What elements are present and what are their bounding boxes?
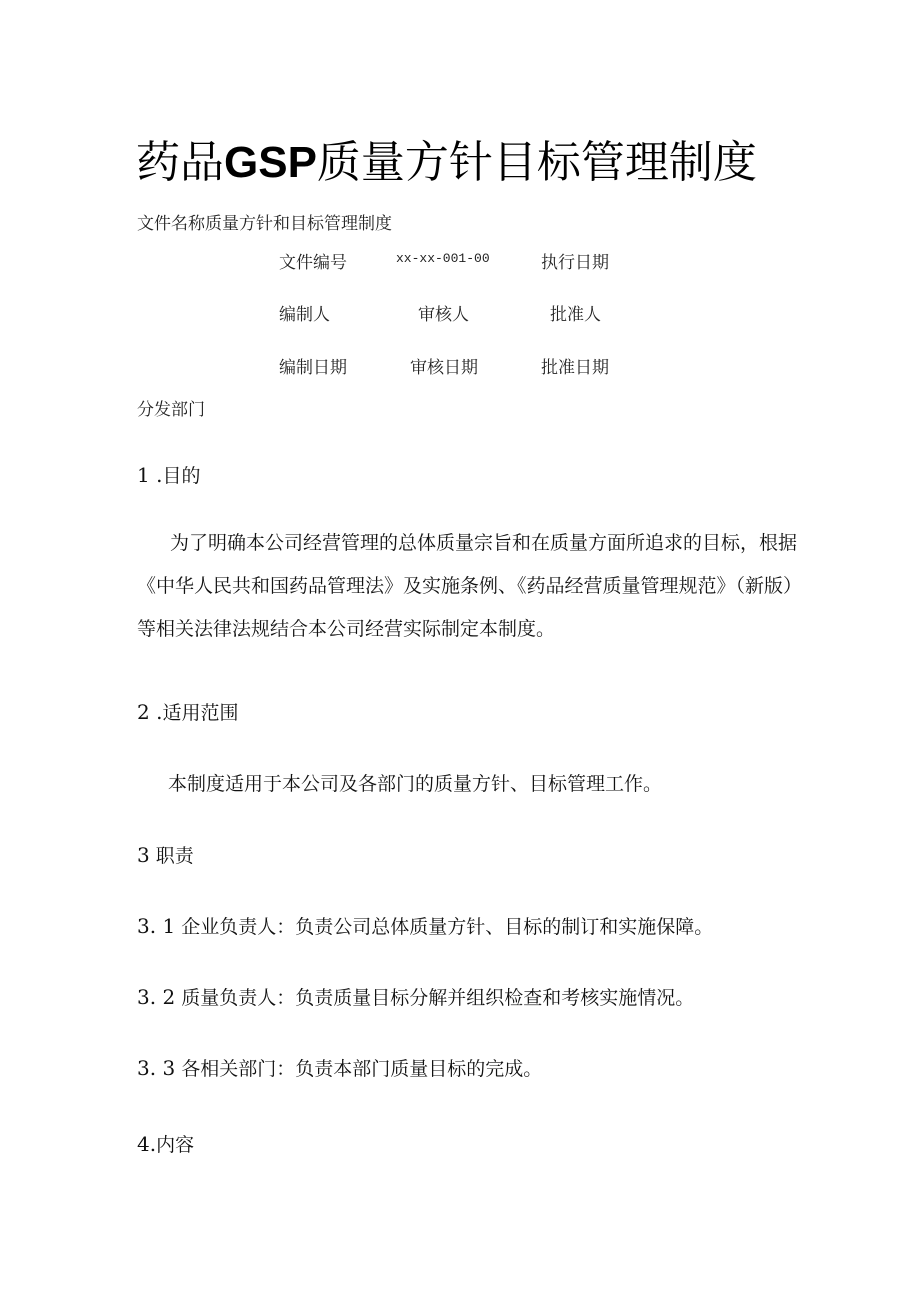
section-3-1 (137, 912, 713, 939)
section-3-2-number: 3. 2 (137, 985, 176, 1009)
distribution-label: 分发部门 (137, 400, 205, 420)
section-2-number: 2 . (137, 700, 163, 724)
approve-date-label: 批准日期 (541, 358, 609, 378)
section-3-title: 职责 (155, 845, 194, 867)
review-date-label: 审核日期 (410, 358, 478, 378)
section-1-paragraph: 为了明确本公司经营管理的总体质量宗旨和在质量方面所追求的目标，根据《中华人民共和国药品管理法》及实施条例、《药品经营质量管理规范》（新版）等相关法律法规结合本公司经营实际制定本制度。 (137, 532, 798, 640)
section-3-heading (137, 841, 194, 868)
section-2-title: 适用范围 (162, 702, 239, 724)
author-date-label: 编制日期 (279, 358, 347, 378)
document-title (136, 126, 757, 190)
section-1-heading (137, 461, 200, 488)
file-no-value: xx-xx-001-00 (396, 251, 490, 266)
title-prefix: 药品 (136, 137, 224, 188)
section-2-paragraph: 本制度适用于本公司及各部门的质量方针、目标管理工作。 (168, 773, 663, 795)
author-label: 编制人 (279, 305, 330, 325)
section-4-number: 4. (137, 1132, 157, 1156)
reviewer-label: 审核人 (418, 305, 469, 325)
title-latin: GSP (224, 138, 317, 187)
section-3-2-text: 质量负责人：负责质量目标分解并组织检查和考核实施情况。 (181, 987, 695, 1009)
section-3-3-text: 各相关部门：负责本部门质量目标的完成。 (181, 1058, 543, 1080)
section-2-heading (137, 698, 238, 725)
file-no-label: 文件编号 (279, 253, 347, 273)
section-3-1-text: 企业负责人：负责公司总体质量方针、目标的制订和实施保障。 (181, 916, 714, 938)
section-3-3-number: 3. 3 (137, 1056, 176, 1080)
section-4-title: 内容 (156, 1134, 195, 1156)
section-1-number: 1 . (137, 463, 163, 487)
section-3-number: 3 (137, 843, 150, 867)
section-3-2 (137, 983, 694, 1010)
section-3-1-number: 3. 1 (137, 914, 176, 938)
section-1-title: 目的 (162, 465, 201, 487)
file-name-line: 文件名称质量方针和目标管理制度 (137, 214, 392, 234)
title-suffix: 质量方针目标管理制度 (316, 137, 757, 188)
section-4-heading (137, 1130, 194, 1157)
exec-date-label: 执行日期 (541, 253, 609, 273)
section-3-3 (137, 1054, 542, 1081)
approver-label: 批准人 (550, 305, 601, 325)
